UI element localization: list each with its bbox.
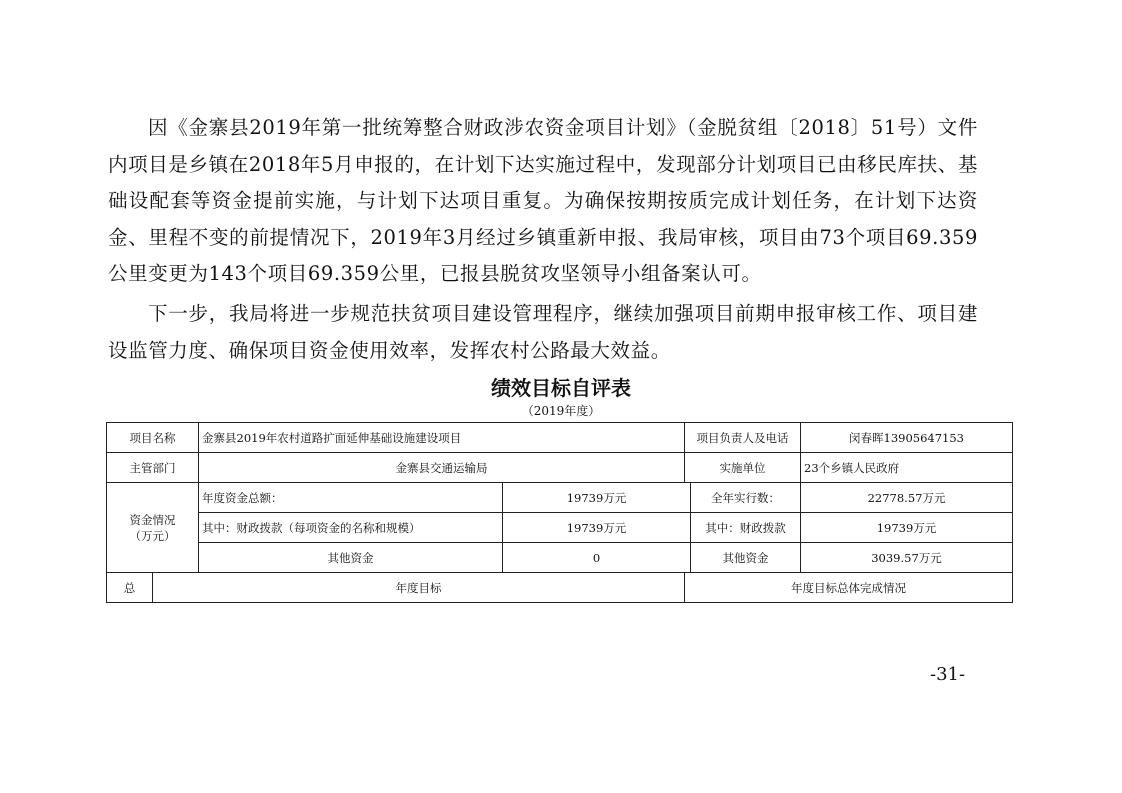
page-number: -31- <box>930 664 966 685</box>
manager-value: 闵春晖13905647153 <box>801 423 1013 453</box>
other-funds-label-2: 其他资金 <box>691 543 801 573</box>
fiscal-value-2: 19739万元 <box>801 513 1013 543</box>
fiscal-label: 其中：财政拨款（每项资金的名称和规模） <box>199 513 503 543</box>
table-row <box>107 423 1013 453</box>
other-funds-value: 0 <box>503 543 691 573</box>
dept-value: 金寨县交通运输局 <box>199 453 685 483</box>
full-year-label: 全年实行数： <box>691 483 801 513</box>
table-subtitle: （2019年度） <box>521 404 601 418</box>
annual-goal-label: 年度目标 <box>153 573 685 603</box>
table-title: 绩效目标自评表 <box>491 376 631 400</box>
fiscal-label-2: 其中：财政拨款 <box>691 513 801 543</box>
annual-total-value: 19739万元 <box>503 483 691 513</box>
annual-total-label: 年度资金总额： <box>199 483 503 513</box>
manager-label: 项目负责人及电话 <box>685 423 801 453</box>
performance-evaluation-table <box>106 422 1013 603</box>
body-paragraph-1: 因《金寨县2019年第一批统筹整合财政涉农资金项目计划》（金脱贫组〔2018〕51号）文件内项目是乡镇在2018年5月申报的，在计划下达实施过程中，发现部分计划项目已由移民库扶、基础设配套等资金提前实施，与计划下达项目重复。为确保按期按质完成计划任务，在计划下达资金、里程不变的前提情况下，2019年3月经过乡镇重新申报、我局审核，项目由73个项目69.359公里变更为143个项目69.359公里，已报县脱贫攻坚领导小组备案认可。 <box>108 116 978 286</box>
impl-label: 实施单位 <box>685 453 801 483</box>
project-name-label: 项目名称 <box>107 423 199 453</box>
fiscal-value: 19739万元 <box>503 513 691 543</box>
body-paragraph-2: 下一步，我局将进一步规范扶贫项目建设管理程序，继续加强项目前期申报审核工作、项目建设监管力度、确保项目资金使用效率，发挥农村公路最大效益。 <box>108 302 978 362</box>
other-funds-value-2: 3039.57万元 <box>801 543 1013 573</box>
table-row <box>107 453 1013 483</box>
table-row <box>107 513 1013 543</box>
table-row <box>107 543 1013 573</box>
impl-value: 23个乡镇人民政府 <box>801 453 1013 483</box>
annual-goal-status-label: 年度目标总体完成情况 <box>685 573 1013 603</box>
funds-label: 资金情况 （万元） <box>107 483 199 573</box>
other-funds-label: 其他资金 <box>199 543 503 573</box>
project-name-value: 金寨县2019年农村道路扩面延伸基础设施建设项目 <box>199 423 685 453</box>
dept-label: 主管部门 <box>107 453 199 483</box>
full-year-value: 22778.57万元 <box>801 483 1013 513</box>
total-label: 总 <box>107 573 153 603</box>
table-row <box>107 573 1013 603</box>
table-row <box>107 483 1013 513</box>
